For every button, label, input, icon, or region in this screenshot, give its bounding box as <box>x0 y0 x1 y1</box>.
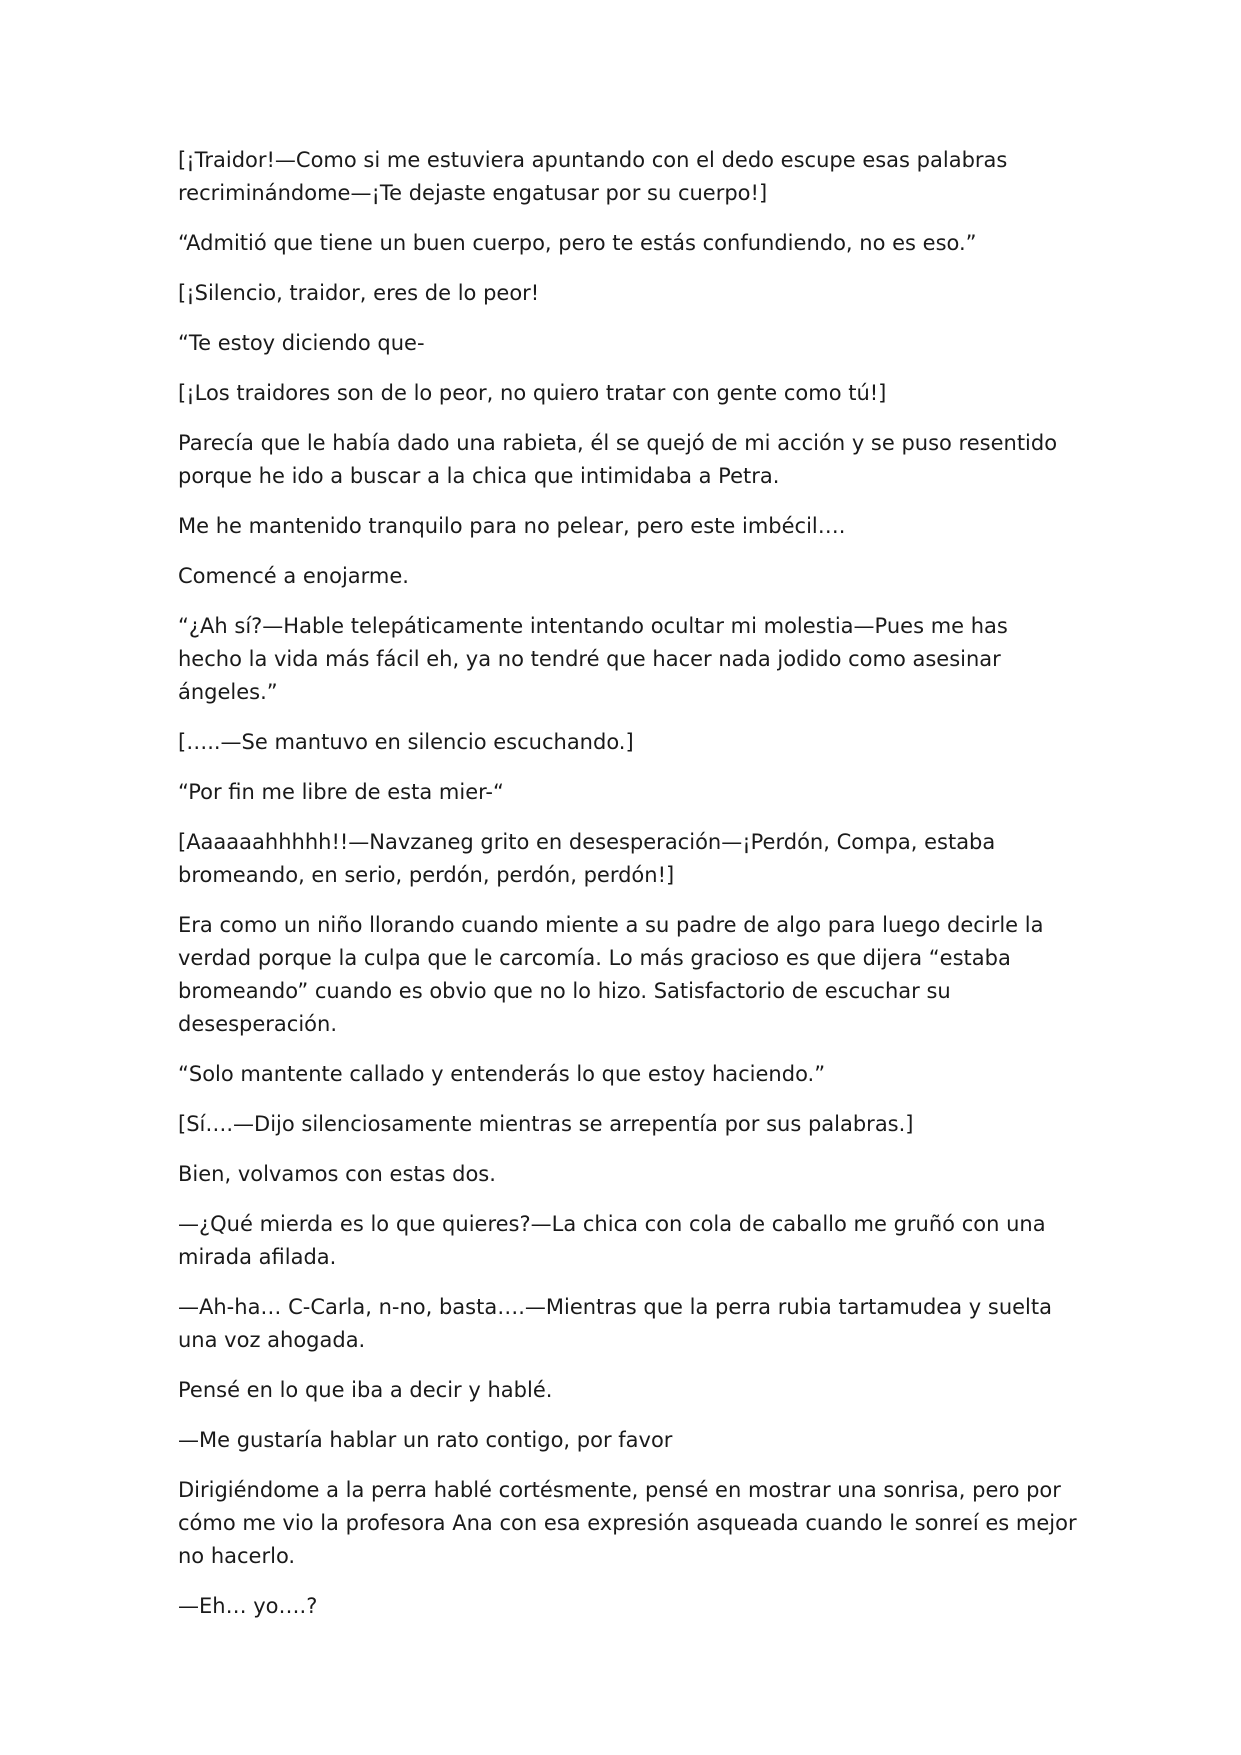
paragraph: [¡Silencio, traidor, eres de lo peor! <box>178 281 540 305</box>
paragraph: [¡Los traidores son de lo peor, no quiero tratar con gente como tú!] <box>178 381 887 405</box>
paragraph: —Ah-ha… C-Carla, n-no, basta….—Mientras que la perra rubia tartamudea y suelta una voz ahogada. <box>178 1295 1052 1352</box>
paragraph: “¿Ah sí?—Hable telepáticamente intentando ocultar mi molestia—Pues me has hecho la vida más fácil eh, ya no tendré que hacer nada jodido como asesinar ángeles.” <box>178 614 1008 704</box>
paragraph: Bien, volvamos con estas dos. <box>178 1162 496 1186</box>
paragraph: Me he mantenido tranquilo para no pelear, pero este imbécil…. <box>178 514 846 538</box>
paragraph: —Me gustaría hablar un rato contigo, por favor <box>178 1428 673 1452</box>
paragraph: Pensé en lo que iba a decir y hablé. <box>178 1378 553 1402</box>
paragraph: Dirigiéndome a la perra hablé cortésmente, pensé en mostrar una sonrisa, pero por cómo me vio la profesora Ana con esa expresión asqueada cuando le sonreí es mejor no hacerlo. <box>178 1478 1077 1568</box>
paragraph: [¡Traidor!—Como si me estuviera apuntando con el dedo escupe esas palabras recriminándome—¡Te dejaste engatusar por su cuerpo!] <box>178 148 1008 205</box>
document-body <box>178 144 1078 1640</box>
paragraph: “Por fin me libre de esta mier-“ <box>178 780 504 804</box>
paragraph: Comencé a enojarme. <box>178 564 409 588</box>
paragraph: “Te estoy diciendo que- <box>178 331 425 355</box>
paragraph: “Solo mantente callado y entenderás lo que estoy haciendo.” <box>178 1062 826 1086</box>
paragraph: —Eh… yo….? <box>178 1594 318 1618</box>
paragraph: [Aaaaaahhhhh!!—Navzaneg grito en desesperación—¡Perdón, Compa, estaba bromeando, en serio, perdón, perdón, perdón!] <box>178 830 996 887</box>
paragraph: Era como un niño llorando cuando miente a su padre de algo para luego decirle la verdad porque la culpa que le carcomía. Lo más gracioso es que dijera “estaba bromeando” cuando es obvio que no lo hizo. Satisfactorio de escuchar su desesperación. <box>178 913 1044 1036</box>
paragraph: —¿Qué mierda es lo que quieres?—La chica con cola de caballo me gruñó con una mirada afilada. <box>178 1212 1046 1269</box>
paragraph: “Admitió que tiene un buen cuerpo, pero te estás confundiendo, no es eso.” <box>178 231 977 255</box>
paragraph: […..—Se mantuvo en silencio escuchando.] <box>178 730 634 754</box>
paragraph: Parecía que le había dado una rabieta, él se quejó de mi acción y se puso resentido porque he ido a buscar a la chica que intimidaba a Petra. <box>178 431 1058 488</box>
paragraph: [Sí….—Dijo silenciosamente mientras se arrepentía por sus palabras.] <box>178 1112 914 1136</box>
